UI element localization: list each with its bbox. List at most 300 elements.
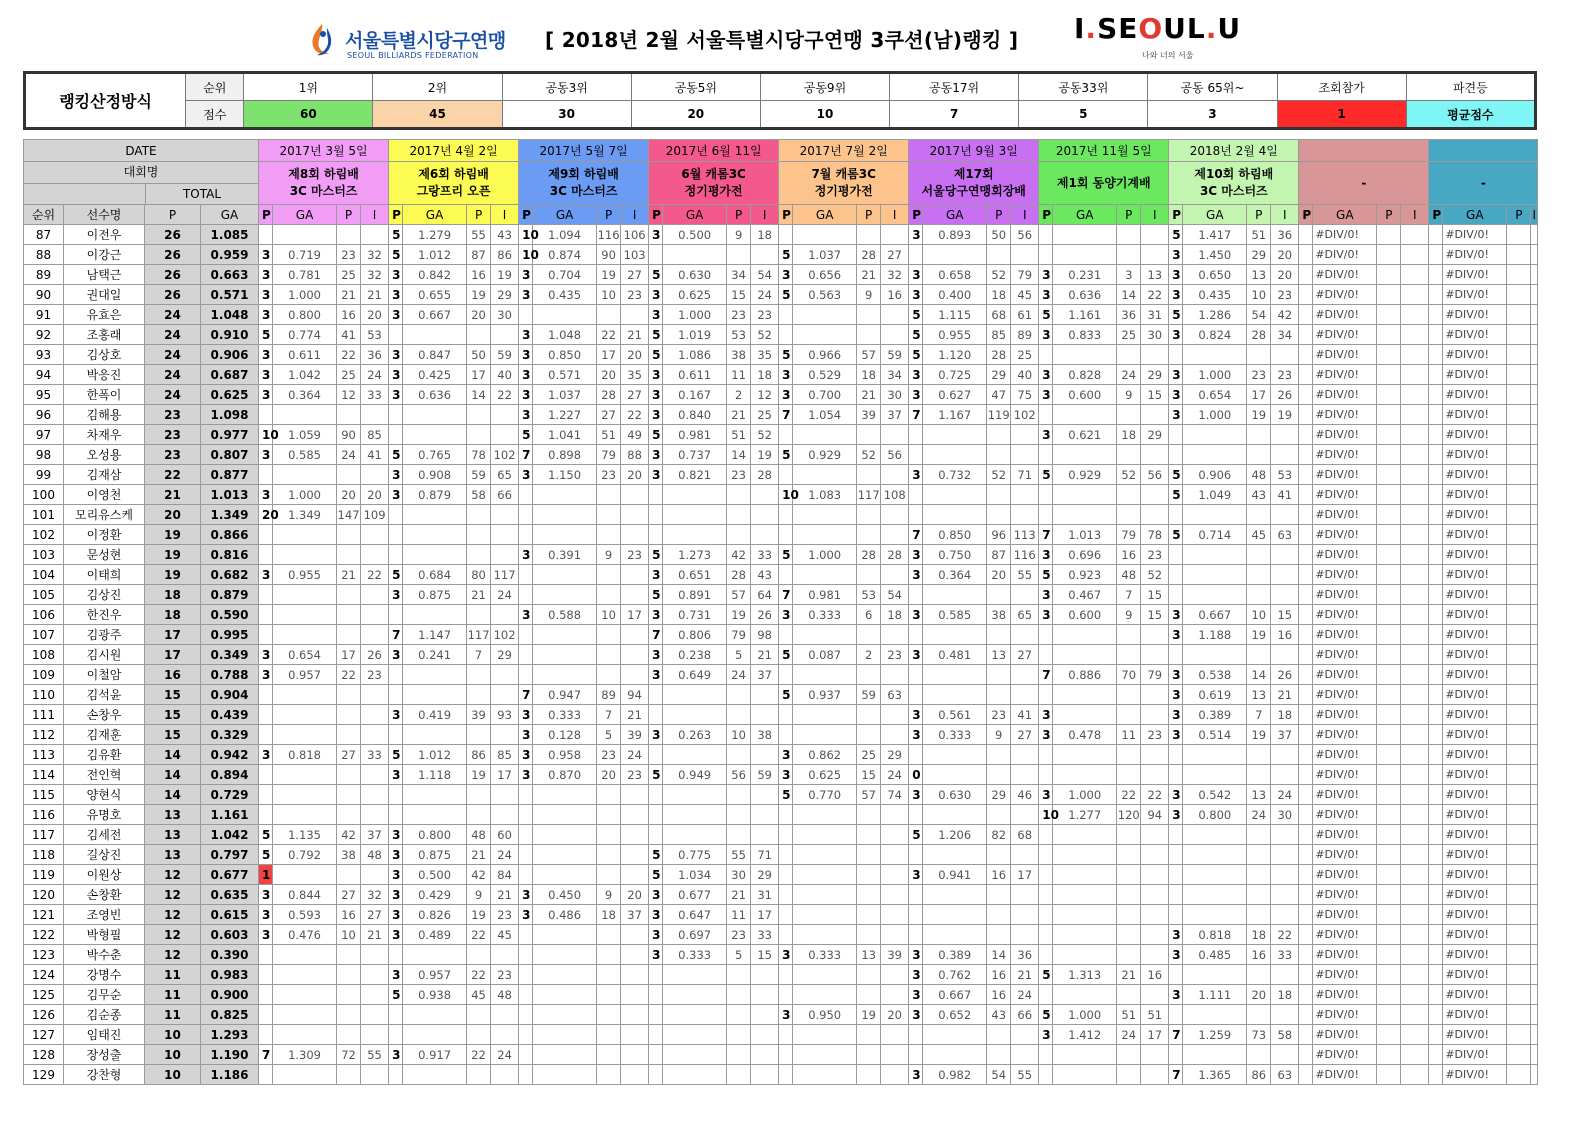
event-date: 2017년 3월 5일 [259, 140, 389, 162]
event-points [909, 905, 923, 925]
event-points [1299, 385, 1313, 405]
event-score: 9 [467, 885, 491, 905]
event-score [1377, 925, 1401, 945]
event-points [779, 1045, 793, 1065]
event-ga [403, 325, 467, 345]
event-ga: 0.600 [1053, 385, 1117, 405]
event-ga: 0.667 [1183, 605, 1247, 625]
event-name [1169, 162, 1299, 205]
event-ga [273, 965, 337, 985]
event-ga-error: #DIV/0! [1313, 405, 1377, 425]
event-points: 3 [1039, 425, 1053, 445]
event-innings: 23 [361, 665, 389, 685]
points-row-label: 점수 [186, 101, 244, 129]
event-points [1429, 1065, 1443, 1085]
event-ga [923, 805, 987, 825]
event-ga-error: #DIV/0! [1313, 825, 1377, 845]
table-row [24, 405, 1538, 425]
event-score [987, 425, 1011, 445]
event-ga: 1.417 [1183, 225, 1247, 245]
event-points [1429, 945, 1443, 965]
event-points [1039, 685, 1053, 705]
event-ga-error: #DIV/0! [1443, 605, 1507, 625]
event-score: 25 [857, 745, 881, 765]
event-score [1377, 685, 1401, 705]
event-innings [1531, 645, 1538, 665]
event-ga [273, 805, 337, 825]
event-score: 87 [987, 545, 1011, 565]
event-ga [1183, 425, 1247, 445]
event-ga: 0.241 [403, 645, 467, 665]
event-points [519, 945, 533, 965]
event-points: 3 [389, 825, 403, 845]
event-innings: 23 [881, 645, 909, 665]
event-score [337, 525, 361, 545]
scoring-points: 5 [1019, 101, 1148, 129]
event-score: 30 [727, 865, 751, 885]
event-points [1299, 245, 1313, 265]
event-ga: 0.947 [533, 685, 597, 705]
event-score [1117, 1065, 1141, 1085]
event-score: 15 [857, 765, 881, 785]
event-ga-error: #DIV/0! [1443, 925, 1507, 945]
event-ga-error: #DIV/0! [1313, 765, 1377, 785]
event-score: 50 [467, 345, 491, 365]
event-points [779, 1025, 793, 1045]
event-points: 5 [1039, 1005, 1053, 1025]
event-score [1507, 285, 1531, 305]
event-ga: 1.000 [663, 305, 727, 325]
event-innings: 32 [361, 245, 389, 265]
event-innings [881, 1065, 909, 1085]
event-innings [491, 505, 519, 525]
event-points [389, 545, 403, 565]
event-score [467, 325, 491, 345]
event-score [857, 985, 881, 1005]
event-ga [1053, 625, 1117, 645]
event-points [1429, 965, 1443, 985]
table-row [24, 665, 1538, 685]
event-innings [1141, 245, 1169, 265]
row-rank: 99 [24, 465, 64, 485]
event-ga [663, 505, 727, 525]
event-points [389, 945, 403, 965]
event-points [1299, 605, 1313, 625]
event-points: 7 [389, 625, 403, 645]
event-points [649, 1025, 663, 1045]
event-points: 5 [779, 345, 793, 365]
total-points: 14 [145, 765, 201, 785]
event-innings [1271, 865, 1299, 885]
event-ga: 0.625 [793, 765, 857, 785]
event-points [1169, 1005, 1183, 1025]
event-score [1377, 825, 1401, 845]
event-points [649, 1045, 663, 1065]
event-points: 3 [909, 985, 923, 1005]
event-ga-error: #DIV/0! [1443, 245, 1507, 265]
event-ga [1183, 345, 1247, 365]
event-innings: 52 [751, 325, 779, 345]
event-ga: 0.563 [793, 285, 857, 305]
table-row [24, 865, 1538, 885]
event-score [727, 825, 751, 845]
event-score: 22 [1117, 785, 1141, 805]
event-points [779, 965, 793, 985]
federation-emblem-icon [305, 22, 339, 58]
event-points: 3 [259, 485, 273, 505]
event-ga [533, 645, 597, 665]
event-points: 3 [909, 865, 923, 885]
event-innings [1271, 565, 1299, 585]
event-points: 3 [779, 945, 793, 965]
total-ga: 0.603 [201, 925, 259, 945]
event-ga [923, 1045, 987, 1065]
event-points [1039, 1065, 1053, 1085]
event-points [649, 705, 663, 725]
event-ga: 0.750 [923, 545, 987, 565]
event-innings [1401, 965, 1429, 985]
event-score [1507, 485, 1531, 505]
event-score [1247, 445, 1271, 465]
event-innings [1141, 225, 1169, 245]
event-score: 11 [727, 905, 751, 925]
event-ga: 0.906 [1183, 465, 1247, 485]
event-score: 17 [337, 645, 361, 665]
event-points [1429, 245, 1443, 265]
ranking-table [23, 139, 1538, 1085]
event-points [1299, 965, 1313, 985]
event-points: 3 [649, 405, 663, 425]
player-name: 한폭이 [64, 385, 145, 405]
event-ga: 1.450 [1183, 245, 1247, 265]
event-innings: 22 [1141, 285, 1169, 305]
event-innings [1531, 1025, 1538, 1045]
event-points: 5 [909, 305, 923, 325]
event-name-line1: 제6회 하림배 [418, 167, 489, 181]
event-ga: 1.135 [273, 825, 337, 845]
event-innings: 43 [751, 565, 779, 585]
event-date [1299, 140, 1429, 162]
event-name-line1: 제1회 동양기계배 [1056, 175, 1151, 190]
event-score [857, 1045, 881, 1065]
event-innings [361, 585, 389, 605]
event-innings: 18 [1271, 705, 1299, 725]
event-innings: 59 [881, 345, 909, 365]
event-innings [751, 1005, 779, 1025]
event-ga: 1.034 [663, 865, 727, 885]
event-col-header: P [1247, 205, 1271, 225]
event-innings: 66 [1011, 1005, 1039, 1025]
event-innings [621, 825, 649, 845]
event-points [1039, 905, 1053, 925]
event-score [1377, 605, 1401, 625]
event-points: 3 [1039, 325, 1053, 345]
event-ga-error: #DIV/0! [1443, 965, 1507, 985]
event-ga: 0.263 [663, 725, 727, 745]
event-ga-error: #DIV/0! [1313, 945, 1377, 965]
event-score: 23 [337, 245, 361, 265]
event-ga: 1.150 [533, 465, 597, 485]
event-score: 17 [467, 365, 491, 385]
event-innings [881, 725, 909, 745]
event-points [1299, 845, 1313, 865]
event-ga-error: #DIV/0! [1313, 305, 1377, 325]
event-points: 5 [779, 785, 793, 805]
event-score [1247, 905, 1271, 925]
event-ga [1053, 345, 1117, 365]
event-innings [1531, 305, 1538, 325]
event-points: 5 [779, 245, 793, 265]
event-points: 10 [519, 225, 533, 245]
event-points: 3 [779, 745, 793, 765]
event-ga: 0.364 [923, 565, 987, 585]
event-ga [923, 245, 987, 265]
event-col-header: GA [273, 205, 337, 225]
event-score [1377, 745, 1401, 765]
event-innings [751, 1045, 779, 1065]
event-ga [273, 625, 337, 645]
event-score [467, 1005, 491, 1025]
event-ga: 1.048 [533, 325, 597, 345]
event-score [857, 565, 881, 585]
event-ga: 0.908 [403, 465, 467, 485]
event-ga [1183, 585, 1247, 605]
event-ga: 1.000 [793, 545, 857, 565]
event-score: 9 [987, 725, 1011, 745]
event-ga [793, 1025, 857, 1045]
event-innings: 38 [751, 725, 779, 745]
player-name: 김광주 [64, 625, 145, 645]
event-points [779, 845, 793, 865]
player-name: 남택근 [64, 265, 145, 285]
event-points [779, 525, 793, 545]
event-ga [793, 905, 857, 925]
event-points [1299, 1045, 1313, 1065]
scoring-method-table [23, 71, 1537, 130]
event-name-line2: 서울당구연맹회장배 [921, 184, 1026, 198]
event-score: 21 [337, 565, 361, 585]
event-points [259, 685, 273, 705]
event-points [259, 605, 273, 625]
event-points: 3 [389, 705, 403, 725]
row-rank: 118 [24, 845, 64, 865]
event-points [779, 885, 793, 905]
event-score [1377, 565, 1401, 585]
event-score [337, 1025, 361, 1045]
event-ga [533, 925, 597, 945]
event-ga-error: #DIV/0! [1313, 565, 1377, 585]
event-ga: 0.500 [403, 865, 467, 885]
event-name [1299, 162, 1429, 205]
event-score: 13 [1247, 265, 1271, 285]
event-ga [923, 445, 987, 465]
event-score [1507, 725, 1531, 745]
event-points: 3 [389, 485, 403, 505]
event-points: 3 [259, 385, 273, 405]
event-points [1429, 645, 1443, 665]
event-score: 16 [337, 305, 361, 325]
event-score: 116 [597, 225, 621, 245]
event-innings: 32 [361, 885, 389, 905]
event-innings [1401, 705, 1429, 725]
event-score [597, 865, 621, 885]
event-points [1039, 1045, 1053, 1065]
event-ga: 0.824 [1183, 325, 1247, 345]
event-score: 51 [1117, 1005, 1141, 1025]
event-innings [1271, 845, 1299, 865]
event-points: 7 [649, 625, 663, 645]
event-score [1247, 1005, 1271, 1025]
row-rank: 90 [24, 285, 64, 305]
event-score: 29 [987, 365, 1011, 385]
event-score [987, 585, 1011, 605]
event-score: 79 [597, 445, 621, 465]
player-name: 박응진 [64, 365, 145, 385]
event-ga: 0.875 [403, 585, 467, 605]
scoring-rank: 공동 65위~ [1148, 73, 1277, 101]
event-ga: 0.585 [273, 445, 337, 465]
event-points: 3 [909, 265, 923, 285]
event-ga [663, 785, 727, 805]
event-innings: 21 [491, 885, 519, 905]
event-innings: 25 [751, 405, 779, 425]
event-score [597, 925, 621, 945]
event-ga [533, 585, 597, 605]
event-innings [1011, 485, 1039, 505]
event-score: 28 [727, 565, 751, 585]
event-ga [793, 325, 857, 345]
event-ga: 0.957 [273, 665, 337, 685]
event-innings [1141, 705, 1169, 725]
event-points: 5 [389, 565, 403, 585]
event-score: 68 [987, 305, 1011, 325]
event-ga: 0.611 [273, 345, 337, 365]
row-rank: 124 [24, 965, 64, 985]
event-innings: 24 [361, 365, 389, 385]
event-points: 3 [649, 445, 663, 465]
event-points [1429, 805, 1443, 825]
event-innings [1141, 825, 1169, 845]
event-points: 3 [519, 705, 533, 725]
event-score: 21 [337, 285, 361, 305]
event-ga: 0.781 [273, 265, 337, 285]
event-score [1377, 1025, 1401, 1045]
event-innings [1011, 805, 1039, 825]
event-ga-error: #DIV/0! [1313, 905, 1377, 925]
event-score: 22 [467, 965, 491, 985]
event-innings: 106 [621, 225, 649, 245]
event-score [597, 985, 621, 1005]
event-innings [881, 505, 909, 525]
event-score [1247, 885, 1271, 905]
event-score [727, 965, 751, 985]
event-innings: 20 [881, 1005, 909, 1025]
event-innings: 29 [751, 865, 779, 885]
total-points: 17 [145, 625, 201, 645]
event-innings [1401, 425, 1429, 445]
event-innings [1401, 745, 1429, 765]
event-ga [793, 465, 857, 485]
event-score [1377, 325, 1401, 345]
event-ga: 0.765 [403, 445, 467, 465]
event-innings: 24 [491, 1045, 519, 1065]
event-score: 47 [987, 385, 1011, 405]
event-innings: 31 [751, 885, 779, 905]
event-points: 3 [519, 765, 533, 785]
event-points [1429, 885, 1443, 905]
event-points [779, 925, 793, 945]
event-ga: 0.489 [403, 925, 467, 945]
event-ga: 1.000 [273, 485, 337, 505]
event-innings [1401, 405, 1429, 425]
page-header [0, 0, 1587, 68]
total-points: 16 [145, 665, 201, 685]
event-innings: 39 [881, 945, 909, 965]
player-name: 김무순 [64, 985, 145, 1005]
event-points: 3 [649, 365, 663, 385]
event-ga: 0.651 [663, 565, 727, 585]
event-innings [1141, 885, 1169, 905]
event-ga: 1.059 [273, 425, 337, 445]
event-innings: 16 [881, 285, 909, 305]
event-innings [621, 505, 649, 525]
event-points: 5 [259, 825, 273, 845]
event-score [1507, 445, 1531, 465]
event-points [1299, 345, 1313, 365]
event-ga: 0.770 [793, 785, 857, 805]
event-score [1507, 505, 1531, 525]
event-innings: 84 [491, 865, 519, 885]
event-points [1169, 425, 1183, 445]
event-ga: 1.083 [793, 485, 857, 505]
event-score [1507, 345, 1531, 365]
event-col-header: I [1531, 205, 1538, 225]
event-points [1039, 845, 1053, 865]
event-innings [491, 325, 519, 345]
event-ga [793, 565, 857, 585]
event-col-header: P [1507, 205, 1531, 225]
event-score: 87 [467, 245, 491, 265]
event-ga-error: #DIV/0! [1313, 925, 1377, 945]
event-ga [663, 525, 727, 545]
event-points [389, 1065, 403, 1085]
event-score [467, 525, 491, 545]
player-name: 장성출 [64, 1045, 145, 1065]
event-points [259, 765, 273, 785]
event-innings: 41 [1271, 485, 1299, 505]
event-score [1117, 645, 1141, 665]
event-ga: 1.000 [1053, 785, 1117, 805]
event-score: 19 [857, 1005, 881, 1025]
player-name: 전인혁 [64, 765, 145, 785]
event-score: 73 [1247, 1025, 1271, 1045]
event-col-header: I [1271, 205, 1299, 225]
row-rank: 106 [24, 605, 64, 625]
event-innings [751, 505, 779, 525]
event-score [1117, 825, 1141, 845]
event-score [337, 625, 361, 645]
event-innings [361, 965, 389, 985]
event-ga [533, 1025, 597, 1045]
total-points: 22 [145, 465, 201, 485]
event-score [1377, 225, 1401, 245]
event-innings [1531, 565, 1538, 585]
event-points: 5 [259, 325, 273, 345]
event-points: 3 [779, 765, 793, 785]
table-row [24, 365, 1538, 385]
table-row [24, 925, 1538, 945]
event-score [1377, 725, 1401, 745]
